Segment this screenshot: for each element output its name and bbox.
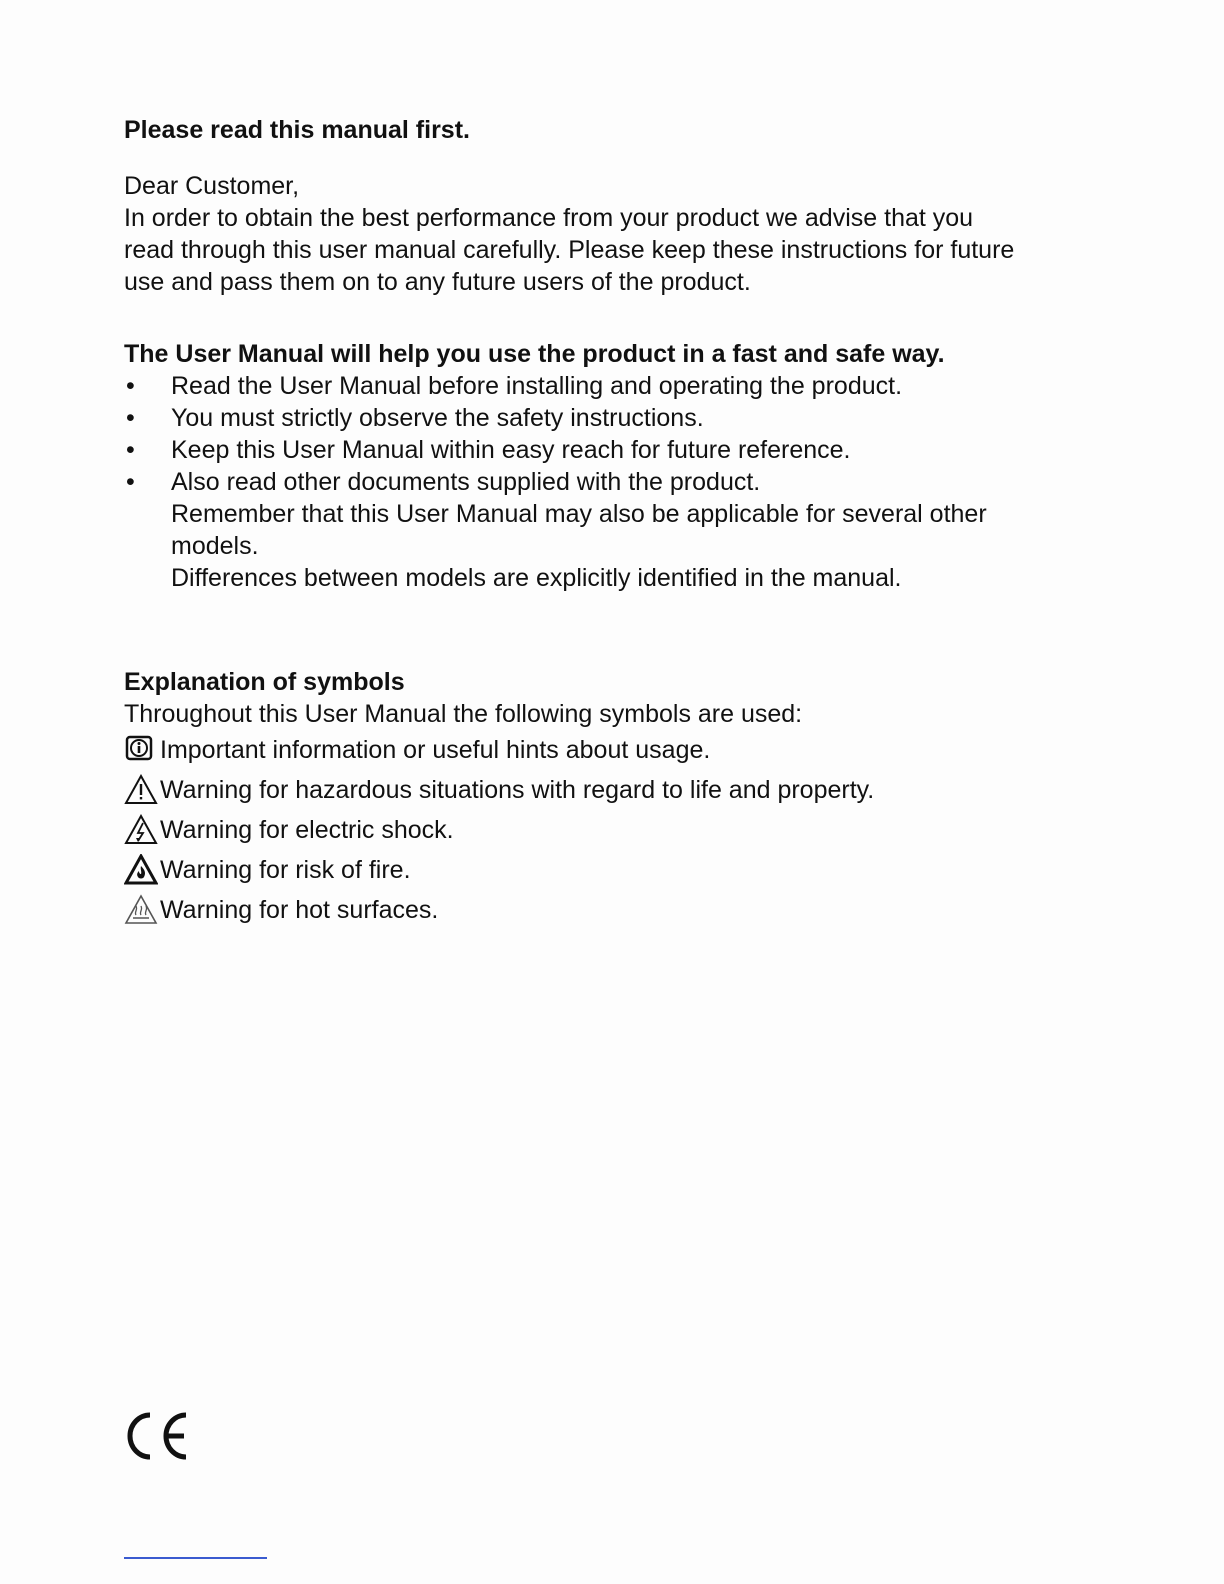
bullet-icon: •	[126, 404, 135, 432]
intro-line-3: use and pass them on to any future users of the product.	[124, 268, 751, 296]
manual-help-heading: The User Manual will help you use the product in a fast and safe way.	[124, 340, 945, 368]
symbol-item-text: Warning for electric shock.	[160, 816, 454, 844]
list-item	[124, 466, 1084, 498]
ce-mark-icon	[124, 1412, 190, 1465]
list-item-text: Keep this User Manual within easy reach for future reference.	[171, 436, 851, 464]
page-content	[124, 114, 1084, 930]
list-item	[124, 370, 1084, 402]
warning-triangle-icon	[124, 774, 158, 806]
list-item	[124, 402, 1084, 434]
symbols-heading: Explanation of symbols	[124, 668, 405, 696]
symbol-item-hot-surface	[124, 890, 1084, 930]
list-item-text: You must strictly observe the safety instructions.	[171, 404, 704, 432]
bullet-icon: •	[126, 436, 135, 464]
symbol-item-fire	[124, 850, 1084, 890]
list-item-text: Read the User Manual before installing and operating the product.	[171, 372, 903, 400]
bottom-rule	[124, 1557, 267, 1559]
symbol-item-electric	[124, 810, 1084, 850]
intro-line-1: In order to obtain the best performance from your product we advise that you	[124, 204, 974, 232]
intro-title: Please read this manual first.	[124, 116, 470, 144]
models-note-line-3: Differences between models are explicitly identified in the manual.	[171, 564, 902, 592]
bullet-icon: •	[126, 372, 135, 400]
symbol-item-text: Important information or useful hints about usage.	[160, 736, 711, 764]
list-item	[124, 434, 1084, 466]
info-icon	[124, 734, 158, 766]
symbol-item-info	[124, 730, 1084, 770]
symbol-item-text: Warning for hazardous situations with regard to life and property.	[160, 776, 875, 804]
electric-shock-icon	[124, 814, 158, 846]
list-item-text: Also read other documents supplied with the product.	[171, 468, 761, 496]
fire-risk-icon	[124, 854, 158, 886]
symbols-intro: Throughout this User Manual the following symbols are used:	[124, 700, 803, 728]
models-note-line-1: Remember that this User Manual may also be applicable for several other	[171, 500, 987, 528]
intro-line-2: read through this user manual carefully. Please keep these instructions for future	[124, 236, 1015, 264]
symbol-item-text: Warning for risk of fire.	[160, 856, 411, 884]
hot-surface-icon	[124, 894, 158, 926]
greeting: Dear Customer,	[124, 172, 300, 200]
bullet-icon: •	[126, 468, 135, 496]
manual-help-list	[124, 370, 1084, 498]
symbol-item-warning	[124, 770, 1084, 810]
models-note-line-2: models.	[171, 532, 259, 560]
symbol-item-text: Warning for hot surfaces.	[160, 896, 439, 924]
